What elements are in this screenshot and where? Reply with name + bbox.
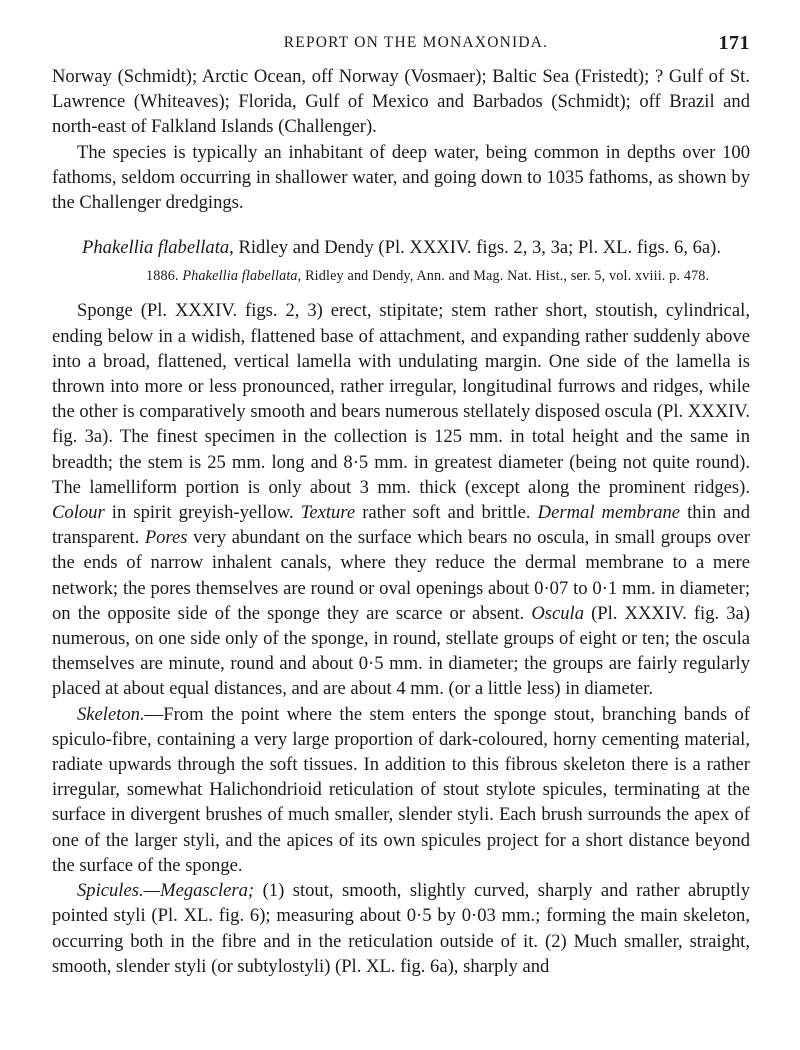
dermal-membrane-label: Dermal membrane	[537, 502, 681, 524]
synonymy-year: 1886.	[146, 268, 179, 285]
skeleton-text: —From the point where the stem enters the sponge stout, branching bands of spiculo-fibre, containing a very large proportion of dark-coloured, horny cementing material, radiate upwards through the soft tissues. In addition to this fibrous skeleton there is a rather irregular, somewhat Halichondrioid reticulation of stout stylote spicules, terminating at the surface in divergent brushes of much smaller, slender styli. Each brush surrounds the apex of one of the larger styli, and the apices of its own spicules project for a short distance beyond the surface of the sponge.	[52, 703, 750, 876]
texture-label: Texture	[300, 502, 356, 524]
species-authority: , Ridley and Dendy (Pl. XXXIV. figs. 2, 3, 3a; Pl. XL. figs. 6, 6a).	[229, 237, 722, 259]
description-text-4: thin and transparent.	[52, 502, 750, 549]
species-name: Phakellia flabellata	[82, 237, 230, 259]
description-text-3: rather soft and brittle.	[355, 502, 538, 524]
page-number: 171	[718, 32, 750, 54]
skeleton-label: Skeleton.	[77, 703, 145, 725]
description-text-2: in spirit greyish-yellow.	[104, 502, 301, 524]
running-head	[52, 34, 750, 64]
paragraph-habitat: The species is typically an inhabitant of deep water, being common in depths over 100 fathoms, seldom occurring in shallower water, and going down to 1035 fathoms, as shown by the Challenger dredgings.	[52, 141, 750, 214]
spicules-text: (1) stout, smooth, slightly curved, sharply and rather abruptly pointed styli (Pl. XL. fig. 6); measuring about 0·5 by 0·03 mm.; forming the main skeleton, occurring both in the fibre and in the reticulation outside of it. (2) Much smaller, straight, smooth, slender styli (or subtylostyli) (Pl. XL. fig. 6a), sharply and	[52, 880, 750, 977]
colour-label: Colour	[52, 502, 105, 524]
description-text-6: (Pl. XXXIV. fig. 3a) numerous, on one side only of the sponge, in round, stellate groups of eight or ten; the oscula themselves are minute, round and about 0·5 mm. in diameter; the groups are fairly regularly placed at about equal distances, and are about 4 mm. (or a little less) in diameter.	[52, 602, 751, 700]
pores-label: Pores	[144, 527, 188, 549]
synonymy-entry	[52, 266, 750, 286]
paragraph-spicules	[52, 878, 750, 979]
paragraph-description	[52, 298, 750, 701]
paragraph-skeleton	[52, 702, 750, 878]
description-text-1: Sponge (Pl. XXXIV. figs. 2, 3) erect, stipitate; stem rather short, stoutish, cylindrical, ending below in a widish, flattened base of attachment, and expanding rather suddenly above into a broad, flattened, vertical lamella with undulating margin. One side of the lamella is thrown into more or less pronounced, rather irregular, longitudinal furrows and ridges, while the other is comparatively smooth and bears numerous stellately disposed oscula (Pl. XXXIV. fig. 3a). The finest specimen in the collection is 125 mm. in total height and the same in breadth; the stem is 25 mm. long and 8·5 mm. in greatest diameter (being not quite round). The lamelliform portion is only about 3 mm. thick (except along the prominent ridges).	[52, 300, 750, 498]
species-heading	[52, 235, 750, 260]
running-title: REPORT ON THE MONAXONIDA.	[283, 34, 549, 51]
paragraph-distribution: Norway (Schmidt); Arctic Ocean, off Norway (Vosmaer); Baltic Sea (Fristedt); ? Gulf of St. Lawrence (Whiteaves); Florida, Gulf of Mexico and Barbados (Schmidt); off Brazil and north-east of Falkland Islands (Challenger).	[52, 66, 750, 138]
synonymy-citation: , Ridley and Dendy, Ann. and Mag. Nat. Hist., ser. 5, vol. xviii. p. 478.	[297, 268, 710, 285]
description-text-5: very abundant on the surface which bears no oscula, in small groups over the ends of narrow inhalent canals, where they reduce the dermal membrane to a mere network; the pores themselves are round or oval openings about 0·07 to 0·1 mm. in diameter; on the opposite side of the sponge they are scarce or absent.	[52, 527, 750, 624]
synonymy-name: Phakellia flabellata	[182, 268, 298, 285]
oscula-label: Oscula	[531, 602, 584, 624]
spicules-label: Spicules.—Megasclera;	[77, 880, 255, 902]
